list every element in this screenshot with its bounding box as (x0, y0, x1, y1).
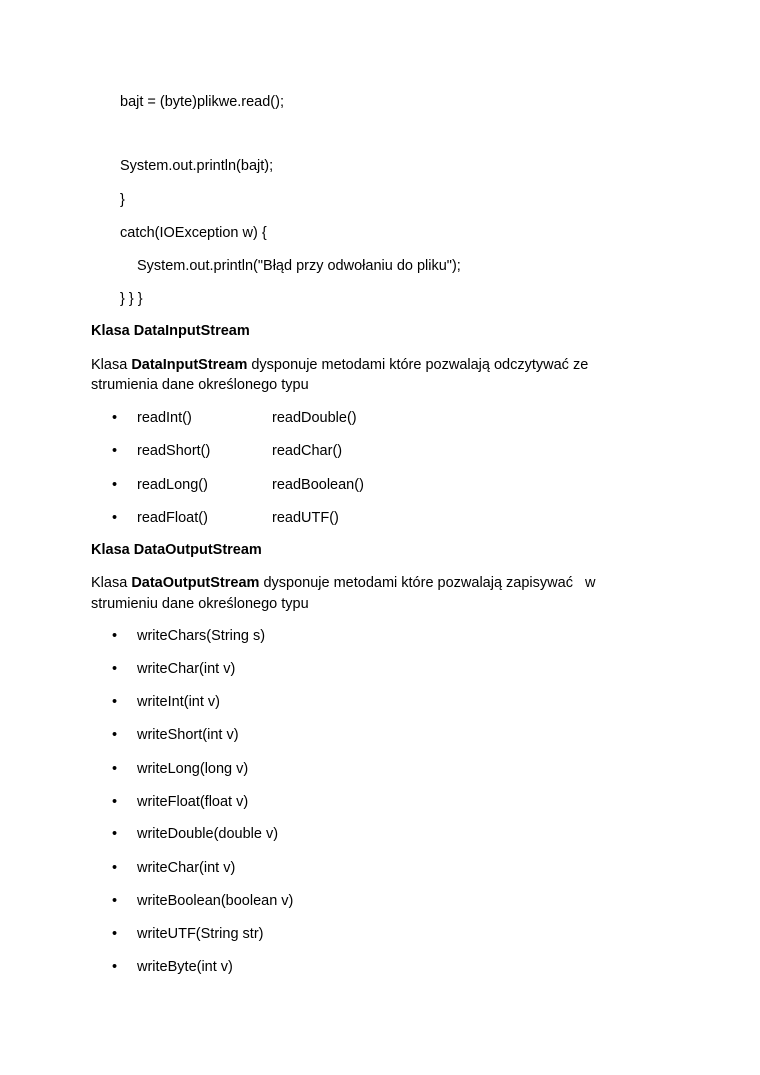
section-heading-datainputstream: Klasa DataInputStream (91, 323, 250, 339)
code-line-6: } } } (120, 291, 143, 307)
method-name: readLong() (137, 477, 208, 493)
method-name: readInt() (137, 410, 192, 426)
method-name: writeFloat(float v) (137, 794, 249, 810)
bullet: • (112, 628, 118, 644)
datainputstream-intro (91, 356, 588, 374)
bullet: • (112, 661, 118, 677)
method-name: writeLong(long v) (137, 761, 249, 777)
intro-class-name: DataOutputStream (131, 575, 260, 591)
bullet: • (112, 443, 118, 459)
method-name: writeChar(int v) (137, 860, 236, 876)
bullet: • (112, 410, 118, 426)
intro-class-name: DataInputStream (131, 357, 248, 373)
datainputstream-intro-line2: strumienia dane określonego typu (91, 377, 309, 393)
section-heading-dataoutputstream: Klasa DataOutputStream (91, 542, 262, 558)
intro-prefix: Klasa (91, 575, 132, 591)
method-name: readDouble() (272, 410, 357, 426)
method-name: writeChars(String s) (137, 628, 266, 644)
bullet: • (112, 477, 118, 493)
method-name: writeBoolean(boolean v) (137, 893, 294, 909)
method-name: readUTF() (272, 510, 339, 526)
bullet: • (112, 893, 118, 909)
bullet: • (112, 694, 118, 710)
method-name: readShort() (137, 443, 211, 459)
code-line-3: } (120, 192, 125, 208)
bullet: • (112, 926, 118, 942)
method-name: writeShort(int v) (137, 727, 239, 743)
dataoutputstream-intro (91, 574, 596, 592)
code-line-1: bajt = (byte)plikwe.read(); (120, 94, 284, 110)
bullet: • (112, 727, 118, 743)
intro-rest: dysponuje metodami które pozwalają odczytywać ze (247, 357, 589, 373)
code-line-4: catch(IOException w) { (120, 225, 267, 241)
code-line-5: System.out.println("Błąd przy odwołaniu do pliku"); (137, 258, 461, 274)
dataoutputstream-intro-line2: strumieniu dane określonego typu (91, 596, 309, 612)
intro-rest: dysponuje metodami które pozwalają zapisywać w (259, 575, 596, 591)
bullet: • (112, 959, 118, 975)
bullet: • (112, 860, 118, 876)
bullet: • (112, 826, 118, 842)
intro-prefix: Klasa (91, 357, 132, 373)
code-line-2: System.out.println(bajt); (120, 158, 274, 174)
method-name: writeInt(int v) (137, 694, 220, 710)
method-name: writeChar(int v) (137, 661, 236, 677)
bullet: • (112, 510, 118, 526)
method-name: writeDouble(double v) (137, 826, 279, 842)
method-name: writeUTF(String str) (137, 926, 264, 942)
method-name: readChar() (272, 443, 343, 459)
bullet: • (112, 794, 118, 810)
bullet: • (112, 761, 118, 777)
method-name: writeByte(int v) (137, 959, 233, 975)
method-name: readFloat() (137, 510, 208, 526)
method-name: readBoolean() (272, 477, 364, 493)
